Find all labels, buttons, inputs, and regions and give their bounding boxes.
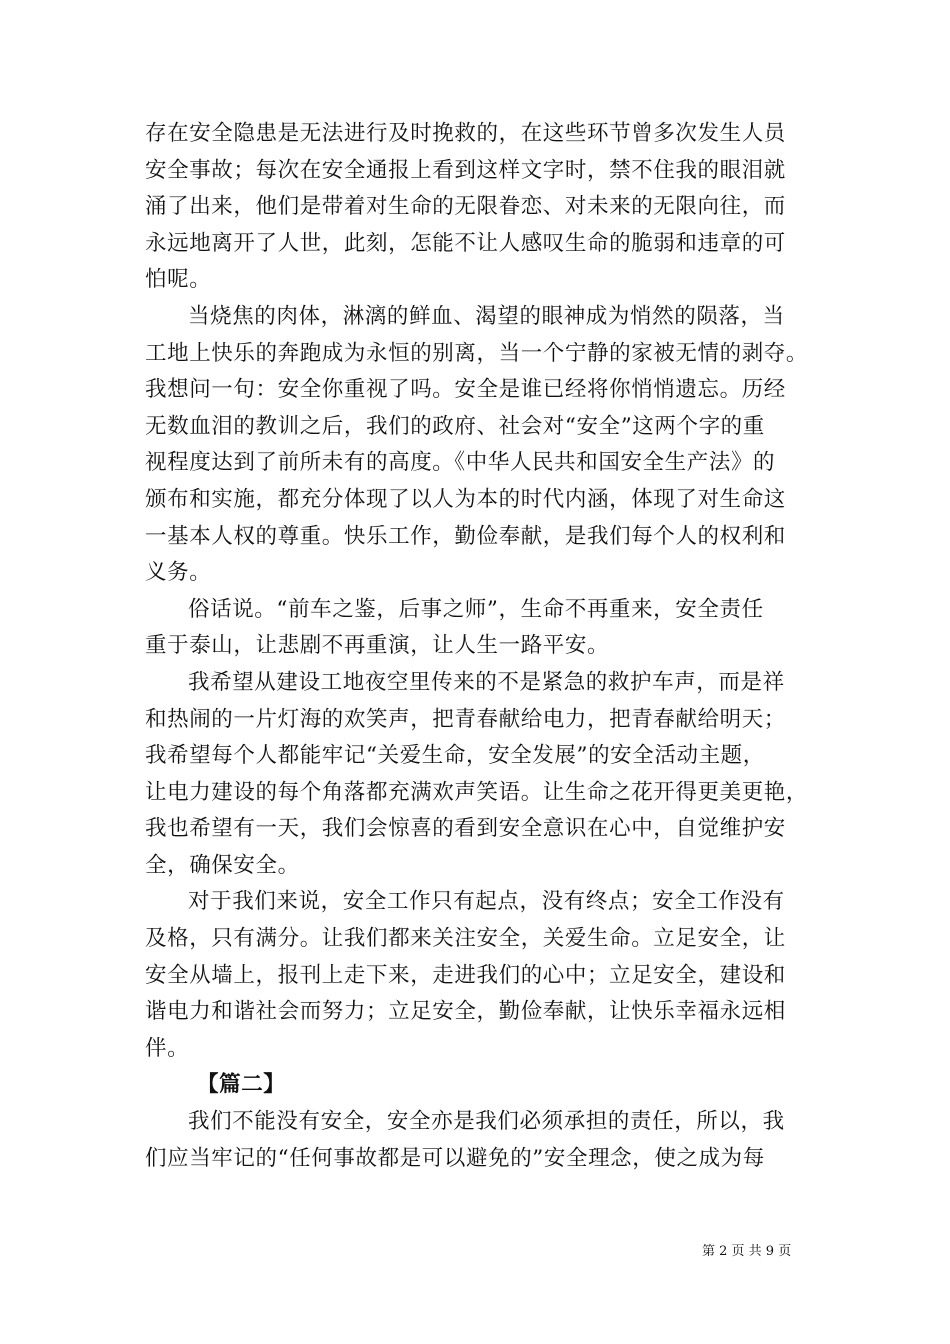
text-line: 让电力建设的每个角落都充满欢声笑语。让生命之花开得更美更艳， bbox=[145, 779, 809, 805]
text-line: 永远地离开了人世，此刻，怎能不让人感叹生命的脆弱和违章的可 bbox=[145, 230, 786, 256]
text-line: 我希望每个人都能牢记“关爱生命，安全发展”的安全活动主题， bbox=[145, 743, 765, 769]
text-line: 伴。 bbox=[145, 1035, 190, 1061]
section-heading: 【篇二】 bbox=[197, 1072, 286, 1098]
text-line: 视程度达到了前所未有的高度。《中华人民共和国安全生产法》的 bbox=[145, 450, 776, 476]
text-line: 谐电力和谐社会而努力；立足安全，勤俭奉献，让快乐幸福永远相 bbox=[145, 999, 786, 1025]
text-line: 们应当牢记的“任何事故都是可以避免的”安全理念，使之成为每 bbox=[145, 1145, 765, 1171]
text-line: 无数血泪的教训之后，我们的政府、社会对“安全”这两个字的重 bbox=[145, 413, 765, 439]
text-line: 及格，只有满分。让我们都来关注安全，关爱生命。立足安全，让 bbox=[145, 926, 786, 952]
text-line: 我也希望有一天，我们会惊喜的看到安全意识在心中，自觉维护安 bbox=[145, 816, 786, 842]
paragraph-first-line: 当烧焦的肉体，淋漓的鲜血、渴望的眼神成为悄然的陨落，当 bbox=[188, 303, 785, 329]
text-line: 一基本人权的尊重。快乐工作，勤俭奉献，是我们每个人的权利和 bbox=[145, 523, 786, 549]
paragraph-first-line: 俗话说。“前车之鉴，后事之师”，生命不再重来，安全责任 bbox=[188, 596, 764, 622]
text-line: 工地上快乐的奔跑成为永恒的别离，当一个宁静的家被无情的剥夺。 bbox=[145, 340, 809, 366]
paragraph-first-line: 我们不能没有安全，安全亦是我们必须承担的责任，所以，我 bbox=[188, 1109, 785, 1135]
paragraph-first-line: 我希望从建设工地夜空里传来的不是紧急的救护车声，而是祥 bbox=[188, 669, 785, 695]
page-number-footer: 第 2 页 共 9 页 bbox=[702, 1244, 792, 1259]
text-line: 安全从墙上，报刊上走下来，走进我们的心中；立足安全，建设和 bbox=[145, 962, 786, 988]
text-line: 存在安全隐患是无法进行及时挽救的，在这些环节曾多次发生人员 bbox=[145, 121, 786, 146]
text-line: 我想问一句：安全你重视了吗。安全是谁已经将你悄悄遗忘。历经 bbox=[145, 377, 786, 403]
text-line: 重于泰山，让悲剧不再重演，让人生一路平安。 bbox=[145, 633, 610, 659]
document-body bbox=[145, 116, 810, 1177]
text-line: 全，确保安全。 bbox=[145, 852, 300, 878]
text-line: 安全事故；每次在安全通报上看到这样文字时，禁不住我的眼泪就 bbox=[145, 157, 786, 183]
text-line: 颁布和实施，都充分体现了以人为本的时代内涵，体现了对生命这 bbox=[145, 486, 786, 512]
text-line: 怕呢。 bbox=[145, 267, 212, 293]
text-line: 和热闹的一片灯海的欢笑声，把青春献给电力，把青春献给明天； bbox=[145, 706, 786, 732]
text-line: 涌了出来，他们是带着对生命的无限眷恋、对未来的无限向往，而 bbox=[145, 194, 786, 220]
text-line: 义务。 bbox=[145, 560, 212, 586]
paragraph-first-line: 对于我们来说，安全工作只有起点，没有终点；安全工作没有 bbox=[188, 889, 785, 915]
